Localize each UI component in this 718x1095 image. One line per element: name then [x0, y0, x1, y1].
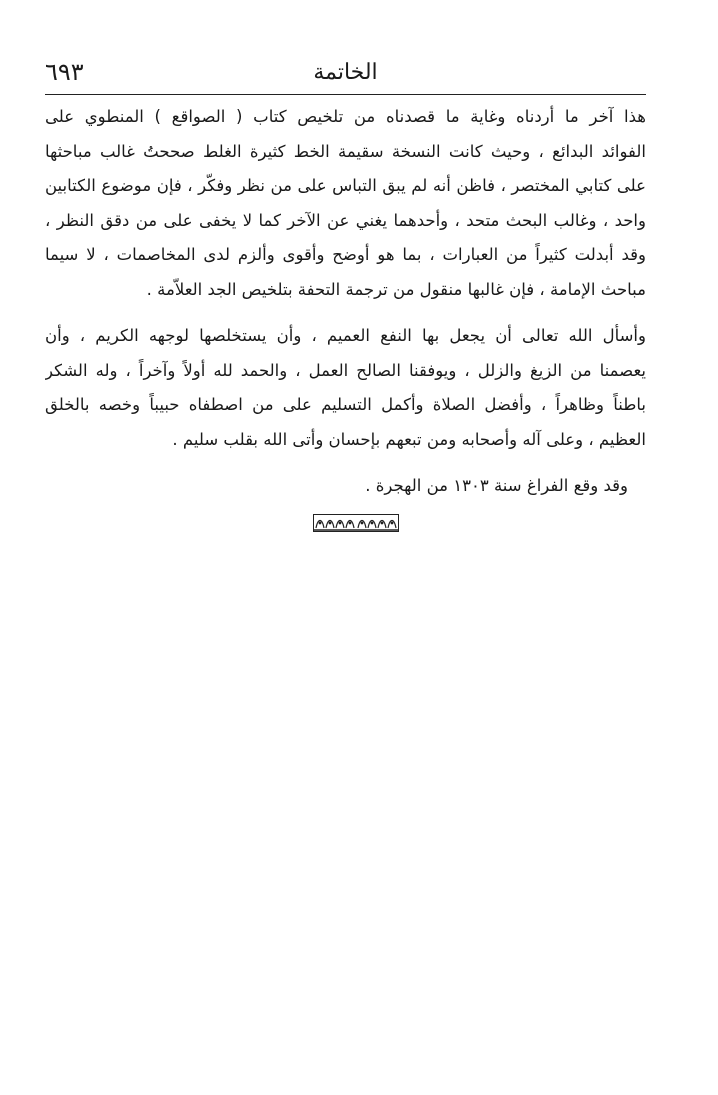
page-header [45, 56, 646, 94]
text-line: على كتابي المختصر ، فاظن أنه لم يبق التباس على من نظر وفكّر ، فإن موضوع الكتابين [45, 176, 646, 195]
text-line: هذا آخر ما أردناه وغاية ما قصدناه من تلخيص كتاب ( الصواقع ) المنطوي على [45, 107, 646, 126]
running-title: الخاتمة [313, 60, 378, 85]
paragraph-3 [45, 469, 646, 504]
text-line: باطناً وظاهراً ، وأفضل الصلاة وأكمل التسليم على من اصطفاه حبيباً وخصه بالخلق [45, 395, 646, 414]
text-line: وقد وقع الفراغ سنة ١٣٠٣ من الهجرة . [365, 476, 628, 495]
text-line: واحد ، وغالب البحث متحد ، وأحدهما يغني عن الآخر كما لا يخفى على من دقق النظر ، [45, 210, 646, 230]
page-number: ٦٩٣ [45, 58, 84, 86]
text-line: العظيم ، وعلى آله وأصحابه ومن تبعهم بإحسان وأتى الله بقلب سليم . [172, 429, 646, 449]
text-line: مباحث الإمامة ، فإن غالبها منقول من ترجمة التحفة بتلخيص الجد العلاّمة . [146, 279, 646, 299]
text-line: يعصمنا من الزيغ والزلل ، ويوفقنا الصالح العمل ، والحمد لله أولاً وآخراً ، وله الشكر [45, 360, 646, 380]
header-rule [45, 94, 646, 95]
text-line: الفوائد البدائع ، وحيث كانت النسخة سقيمة الخط كثيرة الغلط صححتُ غالب مباحثها [45, 141, 646, 161]
body-text [45, 100, 646, 504]
text-line: وقد أبدلت كثيراً من العبارات ، بما هو أوضح وأقوى وألزم لدى المخاصمات ، لا سيما [45, 245, 646, 264]
text-line: وأسأل الله تعالى أن يجعل بها النفع العميم ، وأن يستخلصها لوجهه الكريم ، وأن [45, 326, 646, 345]
end-ornament [313, 514, 399, 532]
paragraph-1 [45, 100, 646, 307]
paragraph-2 [45, 319, 646, 457]
